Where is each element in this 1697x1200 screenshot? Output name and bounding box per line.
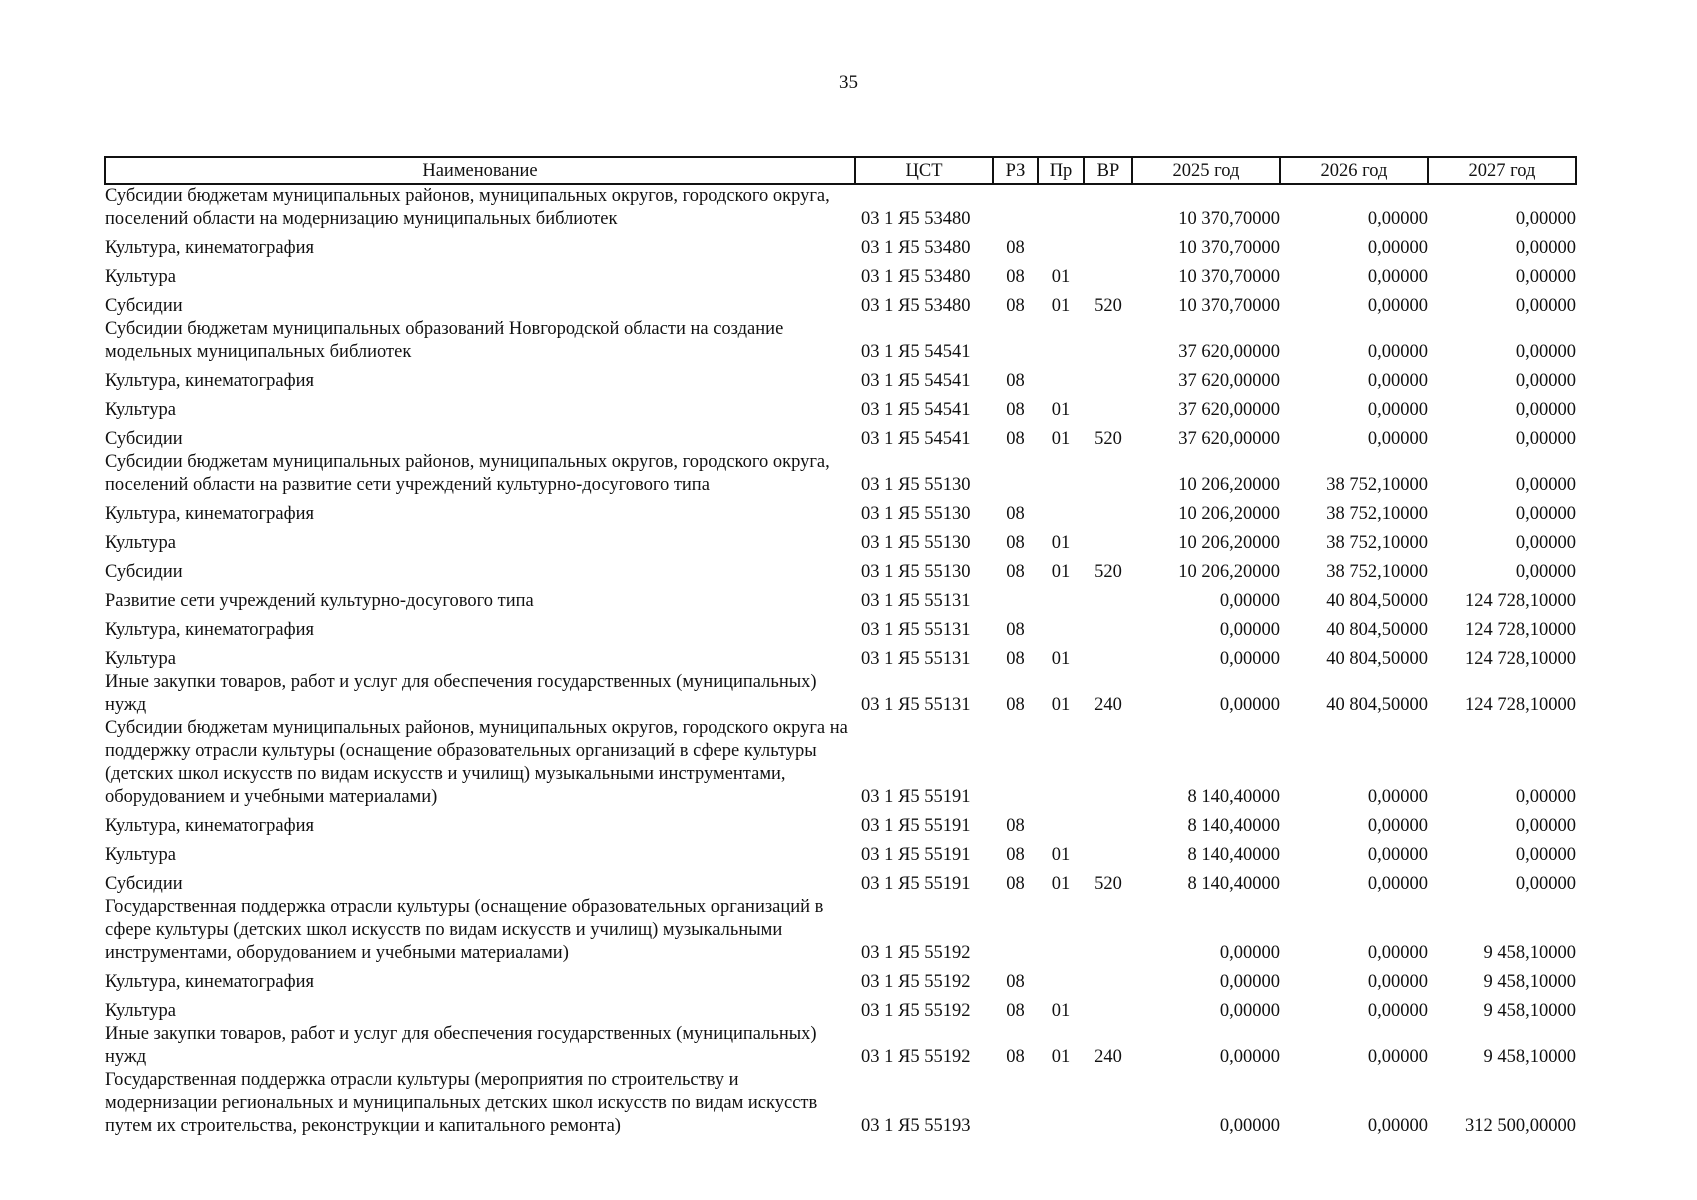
table-row xyxy=(105,364,1576,393)
cell-name: Субсидии бюджетам муниципальных образований Новгородской области на создание модельных муниципальных библиотек xyxy=(105,319,784,362)
cell-pr: 01 xyxy=(1051,267,1071,287)
cell-pr xyxy=(1038,451,1084,497)
cell-rz: 08 xyxy=(1006,238,1025,258)
cell-vr xyxy=(1084,1069,1132,1138)
cell-2025: 8 140,40000 xyxy=(1187,816,1280,836)
cell-2027: 9 458,10000 xyxy=(1483,1047,1576,1067)
table-row xyxy=(105,289,1576,318)
cell-2027: 0,00000 xyxy=(1515,238,1576,258)
cell-vr: 520 xyxy=(1094,296,1122,316)
cell-cst: 03 1 Я5 53480 xyxy=(861,296,971,316)
table-row xyxy=(105,613,1576,642)
cell-pr: 01 xyxy=(1051,649,1071,669)
cell-2027: 0,00000 xyxy=(1515,533,1576,553)
cell-rz: 08 xyxy=(1006,267,1025,287)
cell-name: Государственная поддержка отрасли культуры (мероприятия по строительству и модернизации региональных и муниципальных детских школ искусств по видам искусств путем их строительства, реконструкции и капитального ремонта) xyxy=(105,1070,818,1136)
table-row xyxy=(105,1023,1576,1069)
cell-vr: 240 xyxy=(1094,1047,1122,1067)
cell-2025: 37 620,00000 xyxy=(1178,400,1280,420)
header-2025: 2025 год xyxy=(1132,157,1280,184)
table-body xyxy=(105,184,1576,1138)
cell-name: Субсидии xyxy=(105,562,183,582)
cell-cst: 03 1 Я5 54541 xyxy=(861,429,971,449)
table-row xyxy=(105,422,1576,451)
cell-2027: 9 458,10000 xyxy=(1483,943,1576,963)
cell-name: Субсидии xyxy=(105,429,183,449)
cell-name: Субсидии бюджетам муниципальных районов, муниципальных округов, городского округа, поселений области на развитие сети учреждений культурно-досугового типа xyxy=(105,452,830,495)
cell-2026: 38 752,10000 xyxy=(1326,504,1428,524)
cell-cst: 03 1 Я5 55191 xyxy=(861,816,971,836)
cell-vr xyxy=(1084,896,1132,965)
cell-rz xyxy=(993,1069,1038,1138)
cell-2025: 37 620,00000 xyxy=(1178,429,1280,449)
cell-cst: 03 1 Я5 54541 xyxy=(861,400,971,420)
cell-2026: 40 804,50000 xyxy=(1326,591,1428,611)
cell-2025: 0,00000 xyxy=(1219,1047,1280,1067)
cell-2026: 0,00000 xyxy=(1367,209,1428,229)
cell-cst: 03 1 Я5 55130 xyxy=(861,533,971,553)
cell-cst: 03 1 Я5 55130 xyxy=(861,475,971,495)
cell-name: Культура xyxy=(105,649,176,669)
cell-rz: 08 xyxy=(1006,1047,1025,1067)
cell-pr xyxy=(1038,896,1084,965)
cell-vr xyxy=(1084,809,1132,838)
cell-pr xyxy=(1038,809,1084,838)
cell-name: Культура, кинематография xyxy=(105,504,315,524)
table-row xyxy=(105,497,1576,526)
cell-name: Культура, кинематография xyxy=(105,816,315,836)
cell-2026: 0,00000 xyxy=(1367,238,1428,258)
cell-rz: 08 xyxy=(1006,504,1025,524)
cell-2025: 10 206,20000 xyxy=(1178,475,1280,495)
cell-2027: 0,00000 xyxy=(1515,874,1576,894)
table-row xyxy=(105,526,1576,555)
cell-pr xyxy=(1038,584,1084,613)
table-row xyxy=(105,231,1576,260)
table-row xyxy=(105,584,1576,613)
cell-2025: 0,00000 xyxy=(1219,695,1280,715)
cell-2026: 0,00000 xyxy=(1367,296,1428,316)
cell-cst: 03 1 Я5 55193 xyxy=(861,1116,971,1136)
cell-rz: 08 xyxy=(1006,562,1025,582)
cell-pr xyxy=(1038,1069,1084,1138)
cell-2027: 0,00000 xyxy=(1515,562,1576,582)
cell-rz: 08 xyxy=(1006,845,1025,865)
cell-2025: 0,00000 xyxy=(1219,972,1280,992)
cell-pr: 01 xyxy=(1051,845,1071,865)
cell-vr xyxy=(1084,451,1132,497)
cell-pr: 01 xyxy=(1051,429,1071,449)
cell-vr xyxy=(1084,965,1132,994)
cell-2026: 0,00000 xyxy=(1367,845,1428,865)
cell-rz xyxy=(993,184,1038,231)
cell-2026: 40 804,50000 xyxy=(1326,695,1428,715)
cell-2027: 9 458,10000 xyxy=(1483,1001,1576,1021)
cell-pr xyxy=(1038,364,1084,393)
cell-rz xyxy=(993,318,1038,364)
header-name: Наименование xyxy=(105,157,855,184)
cell-rz: 08 xyxy=(1006,296,1025,316)
cell-pr xyxy=(1038,184,1084,231)
cell-cst: 03 1 Я5 55191 xyxy=(861,874,971,894)
header-pr: Пр xyxy=(1038,157,1084,184)
cell-2026: 0,00000 xyxy=(1367,1116,1428,1136)
cell-name: Субсидии xyxy=(105,296,183,316)
cell-name: Государственная поддержка отрасли культуры (оснащение образовательных организаций в сфере культуры (детских школ искусств по видам искусств и училищ) музыкальными инструментами, оборудованием и учебными материалами) xyxy=(105,897,824,963)
cell-pr: 01 xyxy=(1051,874,1071,894)
cell-2025: 37 620,00000 xyxy=(1178,371,1280,391)
cell-rz: 08 xyxy=(1006,371,1025,391)
cell-vr xyxy=(1084,364,1132,393)
cell-vr xyxy=(1084,613,1132,642)
cell-2026: 0,00000 xyxy=(1367,943,1428,963)
cell-2027: 0,00000 xyxy=(1515,845,1576,865)
cell-2026: 0,00000 xyxy=(1367,1047,1428,1067)
cell-2027: 124 728,10000 xyxy=(1465,695,1576,715)
cell-2026: 0,00000 xyxy=(1367,400,1428,420)
cell-pr xyxy=(1038,231,1084,260)
cell-cst: 03 1 Я5 53480 xyxy=(861,267,971,287)
cell-2025: 10 370,70000 xyxy=(1178,209,1280,229)
cell-cst: 03 1 Я5 55192 xyxy=(861,1047,971,1067)
cell-2025: 10 206,20000 xyxy=(1178,504,1280,524)
cell-2026: 0,00000 xyxy=(1367,371,1428,391)
cell-2027: 124 728,10000 xyxy=(1465,620,1576,640)
table-row xyxy=(105,184,1576,231)
cell-pr xyxy=(1038,717,1084,809)
cell-name: Субсидии бюджетам муниципальных районов, муниципальных округов, городского округа, поселений области на модернизацию муниципальных библиотек xyxy=(105,186,830,229)
cell-vr xyxy=(1084,584,1132,613)
cell-rz xyxy=(993,896,1038,965)
cell-rz: 08 xyxy=(1006,429,1025,449)
cell-2026: 0,00000 xyxy=(1367,874,1428,894)
cell-pr: 01 xyxy=(1051,296,1071,316)
cell-2026: 0,00000 xyxy=(1367,972,1428,992)
cell-pr: 01 xyxy=(1051,400,1071,420)
cell-2026: 38 752,10000 xyxy=(1326,533,1428,553)
cell-2025: 0,00000 xyxy=(1219,1001,1280,1021)
table-row xyxy=(105,1069,1576,1138)
cell-name: Культура, кинематография xyxy=(105,972,315,992)
cell-cst: 03 1 Я5 55192 xyxy=(861,972,971,992)
cell-2025: 0,00000 xyxy=(1219,1116,1280,1136)
cell-cst: 03 1 Я5 53480 xyxy=(861,209,971,229)
cell-2025: 0,00000 xyxy=(1219,620,1280,640)
cell-cst: 03 1 Я5 55130 xyxy=(861,562,971,582)
cell-name: Культура, кинематография xyxy=(105,620,315,640)
cell-name: Развитие сети учреждений культурно-досугового типа xyxy=(105,591,534,611)
cell-vr xyxy=(1084,184,1132,231)
cell-rz xyxy=(993,451,1038,497)
cell-2025: 8 140,40000 xyxy=(1187,845,1280,865)
table-row xyxy=(105,717,1576,809)
cell-2027: 0,00000 xyxy=(1515,504,1576,524)
cell-2025: 0,00000 xyxy=(1219,943,1280,963)
cell-cst: 03 1 Я5 55130 xyxy=(861,504,971,524)
cell-rz xyxy=(993,717,1038,809)
cell-2027: 0,00000 xyxy=(1515,371,1576,391)
table-row xyxy=(105,965,1576,994)
cell-2025: 0,00000 xyxy=(1219,649,1280,669)
cell-pr: 01 xyxy=(1051,1047,1071,1067)
cell-name: Культура xyxy=(105,533,176,553)
table-row xyxy=(105,318,1576,364)
table-row xyxy=(105,260,1576,289)
cell-rz: 08 xyxy=(1006,816,1025,836)
cell-name: Культура xyxy=(105,267,176,287)
cell-2025: 10 206,20000 xyxy=(1178,562,1280,582)
cell-2027: 0,00000 xyxy=(1515,267,1576,287)
cell-2027: 0,00000 xyxy=(1515,400,1576,420)
cell-vr xyxy=(1084,526,1132,555)
cell-2026: 40 804,50000 xyxy=(1326,649,1428,669)
cell-name: Иные закупки товаров, работ и услуг для обеспечения государственных (муниципальных) нужд xyxy=(105,672,817,715)
cell-2027: 0,00000 xyxy=(1515,475,1576,495)
cell-vr xyxy=(1084,318,1132,364)
cell-cst: 03 1 Я5 55191 xyxy=(861,787,971,807)
cell-vr xyxy=(1084,393,1132,422)
cell-2025: 10 370,70000 xyxy=(1178,296,1280,316)
cell-name: Культура xyxy=(105,845,176,865)
table-row xyxy=(105,838,1576,867)
cell-cst: 03 1 Я5 55192 xyxy=(861,943,971,963)
cell-pr xyxy=(1038,318,1084,364)
table-header xyxy=(105,157,1576,184)
cell-2025: 10 370,70000 xyxy=(1178,267,1280,287)
table-row xyxy=(105,393,1576,422)
cell-2026: 38 752,10000 xyxy=(1326,562,1428,582)
cell-pr xyxy=(1038,497,1084,526)
cell-2027: 0,00000 xyxy=(1515,342,1576,362)
cell-cst: 03 1 Я5 55191 xyxy=(861,845,971,865)
cell-rz: 08 xyxy=(1006,533,1025,553)
cell-vr xyxy=(1084,497,1132,526)
cell-2025: 10 370,70000 xyxy=(1178,238,1280,258)
cell-2025: 8 140,40000 xyxy=(1187,874,1280,894)
header-vr: ВР xyxy=(1084,157,1132,184)
table-row xyxy=(105,642,1576,671)
cell-2026: 0,00000 xyxy=(1367,429,1428,449)
cell-vr xyxy=(1084,642,1132,671)
cell-cst: 03 1 Я5 55131 xyxy=(861,695,971,715)
cell-2027: 124 728,10000 xyxy=(1465,649,1576,669)
cell-2027: 0,00000 xyxy=(1515,209,1576,229)
cell-2027: 0,00000 xyxy=(1515,787,1576,807)
header-2026: 2026 год xyxy=(1280,157,1428,184)
cell-rz: 08 xyxy=(1006,695,1025,715)
cell-name: Культура xyxy=(105,400,176,420)
cell-2026: 40 804,50000 xyxy=(1326,620,1428,640)
cell-cst: 03 1 Я5 54541 xyxy=(861,371,971,391)
cell-vr xyxy=(1084,231,1132,260)
cell-2026: 0,00000 xyxy=(1367,267,1428,287)
cell-pr: 01 xyxy=(1051,695,1071,715)
cell-2026: 38 752,10000 xyxy=(1326,475,1428,495)
cell-2026: 0,00000 xyxy=(1367,1001,1428,1021)
cell-cst: 03 1 Я5 55131 xyxy=(861,620,971,640)
cell-pr xyxy=(1038,613,1084,642)
cell-vr xyxy=(1084,260,1132,289)
cell-rz: 08 xyxy=(1006,620,1025,640)
budget-table xyxy=(104,156,1577,1138)
cell-2025: 0,00000 xyxy=(1219,591,1280,611)
header-cst: ЦСТ xyxy=(855,157,993,184)
cell-2027: 9 458,10000 xyxy=(1483,972,1576,992)
page-number: 35 xyxy=(839,72,858,93)
cell-2025: 10 206,20000 xyxy=(1178,533,1280,553)
cell-2027: 0,00000 xyxy=(1515,429,1576,449)
cell-rz: 08 xyxy=(1006,874,1025,894)
cell-name: Субсидии xyxy=(105,874,183,894)
table-row xyxy=(105,809,1576,838)
table-row xyxy=(105,451,1576,497)
table-row xyxy=(105,555,1576,584)
cell-2027: 312 500,00000 xyxy=(1465,1116,1576,1136)
cell-rz xyxy=(993,584,1038,613)
cell-2026: 0,00000 xyxy=(1367,342,1428,362)
cell-2027: 0,00000 xyxy=(1515,816,1576,836)
header-rz: РЗ xyxy=(993,157,1038,184)
cell-rz: 08 xyxy=(1006,649,1025,669)
cell-cst: 03 1 Я5 55131 xyxy=(861,649,971,669)
cell-vr xyxy=(1084,838,1132,867)
table-row xyxy=(105,867,1576,896)
cell-name: Субсидии бюджетам муниципальных районов, муниципальных округов, городского округа на поддержку отрасли культуры (оснащение образовательных организаций в сфере культуры (детских школ искусств по видам искусств и училищ) музыкальными инструментами, оборудованием и учебными материалами) xyxy=(105,718,848,807)
cell-vr: 520 xyxy=(1094,429,1122,449)
cell-vr xyxy=(1084,994,1132,1023)
cell-vr: 520 xyxy=(1094,874,1122,894)
cell-name: Культура, кинематография xyxy=(105,371,315,391)
cell-2027: 124 728,10000 xyxy=(1465,591,1576,611)
header-2027: 2027 год xyxy=(1428,157,1576,184)
cell-pr xyxy=(1038,965,1084,994)
cell-2025: 8 140,40000 xyxy=(1187,787,1280,807)
cell-vr xyxy=(1084,717,1132,809)
cell-pr: 01 xyxy=(1051,533,1071,553)
cell-name: Культура xyxy=(105,1001,176,1021)
table-row xyxy=(105,994,1576,1023)
cell-2026: 0,00000 xyxy=(1367,816,1428,836)
cell-name: Иные закупки товаров, работ и услуг для обеспечения государственных (муниципальных) нужд xyxy=(105,1024,817,1067)
cell-pr: 01 xyxy=(1051,562,1071,582)
cell-2025: 37 620,00000 xyxy=(1178,342,1280,362)
table-row xyxy=(105,671,1576,717)
cell-2027: 0,00000 xyxy=(1515,296,1576,316)
cell-2026: 0,00000 xyxy=(1367,787,1428,807)
cell-rz: 08 xyxy=(1006,400,1025,420)
cell-cst: 03 1 Я5 53480 xyxy=(861,238,971,258)
cell-vr: 240 xyxy=(1094,695,1122,715)
cell-rz: 08 xyxy=(1006,972,1025,992)
cell-cst: 03 1 Я5 54541 xyxy=(861,342,971,362)
table-row xyxy=(105,896,1576,965)
cell-cst: 03 1 Я5 55131 xyxy=(861,591,971,611)
cell-rz: 08 xyxy=(1006,1001,1025,1021)
cell-vr: 520 xyxy=(1094,562,1122,582)
cell-name: Культура, кинематография xyxy=(105,238,315,258)
cell-pr: 01 xyxy=(1051,1001,1071,1021)
cell-cst: 03 1 Я5 55192 xyxy=(861,1001,971,1021)
